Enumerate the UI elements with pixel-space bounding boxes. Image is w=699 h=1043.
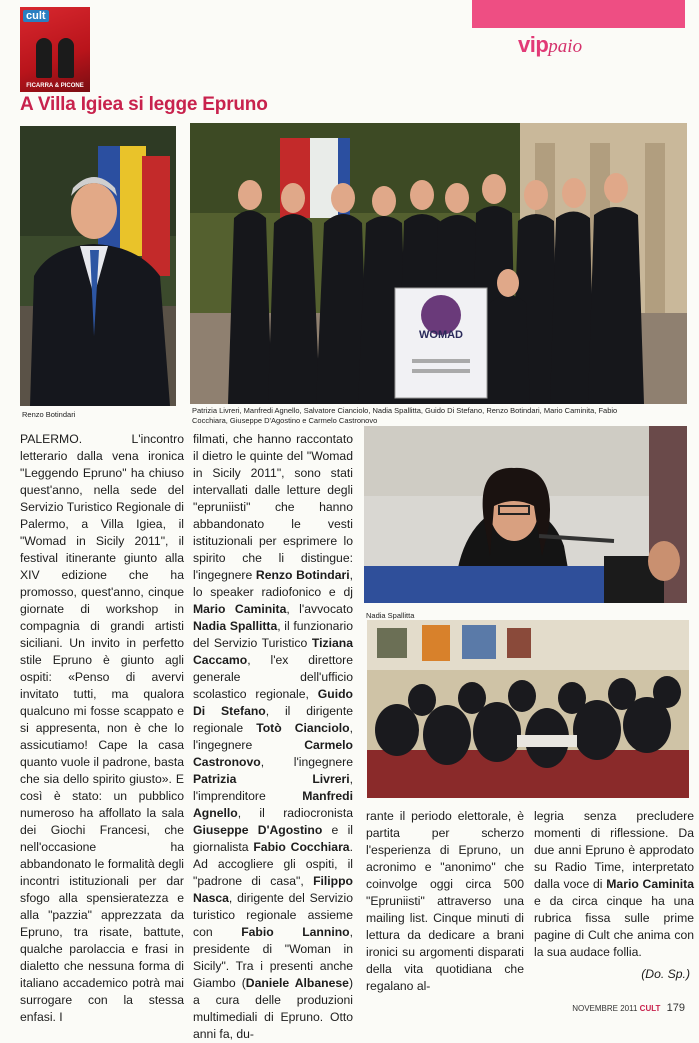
person-name: Nadia Spallitta [193, 619, 278, 633]
text-run: , l'ex direttore generale dell'ufficio scolastico regionale, [193, 653, 353, 701]
section-label-vip: vip [518, 32, 549, 57]
text-column-2 [193, 431, 354, 1041]
person-name: Fabio Lannino [241, 925, 350, 939]
text-run: e il giornalista [193, 823, 353, 854]
text-run: , il dirigente regionale [193, 704, 353, 735]
person-name: Guido Di Stefano [193, 687, 353, 718]
person-name: Totò Cianciolo [256, 721, 350, 735]
footer-brand: CULT [639, 1004, 661, 1013]
text-run: . Ad accogliere gli ospiti, il "padrone di casa", [193, 840, 353, 888]
text-run: , lo speaker radiofonico e dj [193, 568, 353, 599]
signature: (Do. Sp.) [641, 967, 690, 981]
section-color-bar [472, 0, 685, 28]
text-run: filmati, che hanno raccontato il dietro le quinte del "Womad in Sicily 2011", sono stati intervallati dalle letture degli "epruniisti" che hanno abbandonato le vesti istituzionali per esprimere lo spirito che li distingue: l'ingegnere [193, 432, 353, 582]
article-headline: A Villa Igiea si legge Epruno [20, 94, 268, 115]
person-name: Fabio Cocchiara [253, 840, 350, 854]
text-run: , l'ingegnere [260, 755, 353, 769]
cover-figure-left [36, 38, 52, 78]
text-column-1: PALERMO. L'incontro letterario dalla vena ironica "Leggendo Epruno" ha chiuso quest'anno, nella sede del Servizio Turistico Regionale di Palermo, a Villa Igiea, il "Womad in Sicily 2011", il festival itinerante giunto alla XIV edizione che ha promosso, quest'anno, cinque giornate di workshop in compagnia di grandi artisti siciliani. Un invito in perfetto stile Epruno è giunto agli ospiti: «Penso di avervi invitato tutti, ma qualora qualcuno mi fosse scappato e si appresenta, non è che lo assicutiamo! Cape la casa quanto vuole il padrone, basta che sia dello spirito giusto». E così è stato: un pubblico numeroso ha affollato la sala dei Giochi Francesi, che nell'occasione ha abbandonato le formalità degli incontri istituzionali per dar sfogo alla spensieratezza e alla "pazzia" apprezzata da Epruno, tra risate, battute, qualche parolaccia e frasi in dialetto che nessuna forma di italiano accademico potrà mai surrogare con la stessa enfasi. I [20, 432, 184, 1024]
poster-title: WOMAD [419, 329, 463, 341]
text-run: , l'avvocato [286, 602, 353, 616]
page-number: 179 [666, 1002, 685, 1014]
person-name: Giuseppe D'Agostino [193, 823, 323, 837]
person-name: Carmelo Castronovo [193, 738, 353, 769]
caption-spallitta: Nadia Spallitta [366, 611, 415, 620]
cover-caption: FICARRA & PICONE [26, 83, 84, 89]
footer-month: NOVEMBRE 2011 [572, 1004, 638, 1013]
photo-group [190, 123, 687, 404]
cover-logo: cult [23, 10, 49, 22]
caption-botindari: Renzo Botindari [22, 410, 76, 419]
portrait-illustration [20, 126, 176, 406]
text-run: , il funzionario del Servizio Turistico [193, 619, 354, 650]
section-label-paio: paio [548, 36, 583, 57]
person-name: Mario Caminita [193, 602, 287, 616]
text-run: , l'imprenditore [193, 772, 353, 803]
photo-audience [367, 620, 689, 798]
text-run: ) a cura delle produzioni multimediali di Epruno. Otto anni fa, du- [193, 976, 353, 1041]
photo-botindari [20, 126, 176, 406]
text-run: , dirigente del Servizio turistico regionale assieme con [193, 891, 353, 939]
text-run: , l'ingegnere [193, 721, 353, 752]
page-footer [572, 1002, 685, 1014]
text-column-3: rante il periodo elettorale, è partita per scherzo l'esperienza di Epruno, un acronimo e "anonimo" che coinvolge oggi circa 500 "Epruniisti" attraverso una mailing list. Cinque minuti di lettura da dedicare a brani ironici su argomenti disparati della vita quotidiana che regalano al- [366, 809, 524, 993]
group-illustration [190, 123, 687, 404]
text-run: legria senza precludere momenti di riflessione. Da due anni Epruno è approdato su Radio Time, interpretato dalla voce di [534, 809, 694, 891]
speaker-illustration [364, 426, 687, 603]
person-name: Manfredi Agnello [193, 789, 353, 820]
caption-group: Patrizia Livreri, Manfredi Agnello, Salvatore Cianciolo, Nadia Spallitta, Guido Di Stefano, Renzo Botindari, Mario Caminita, Fabio Cocchiara, Giuseppe D'Agostino e Carmelo Castronovo [192, 406, 618, 425]
person-name: Tiziana Caccamo [193, 636, 353, 667]
audience-illustration [367, 620, 689, 798]
text-column-4 [534, 808, 694, 958]
person-name: Renzo Botindari [255, 568, 350, 582]
text-run: , il radiocronista [237, 806, 353, 820]
person-name: Daniele Albanese [245, 976, 349, 990]
text-run: , presidente di "Woman in Sicily". Tra i presenti anche Giambo ( [193, 925, 353, 990]
person-name: Patrizia Livreri [193, 772, 350, 786]
photo-spallitta [364, 426, 687, 603]
cover-figure-right [58, 38, 74, 78]
person-name: Filippo Nasca [193, 874, 353, 905]
cover-thumbnail [20, 7, 90, 92]
text-run: e da circa cinque ha una rubrica fissa sulle prime pagine di Cult che anima con la sua audace follia. [534, 894, 694, 959]
person-name: Mario Caminita [606, 877, 694, 891]
section-label [518, 33, 582, 59]
